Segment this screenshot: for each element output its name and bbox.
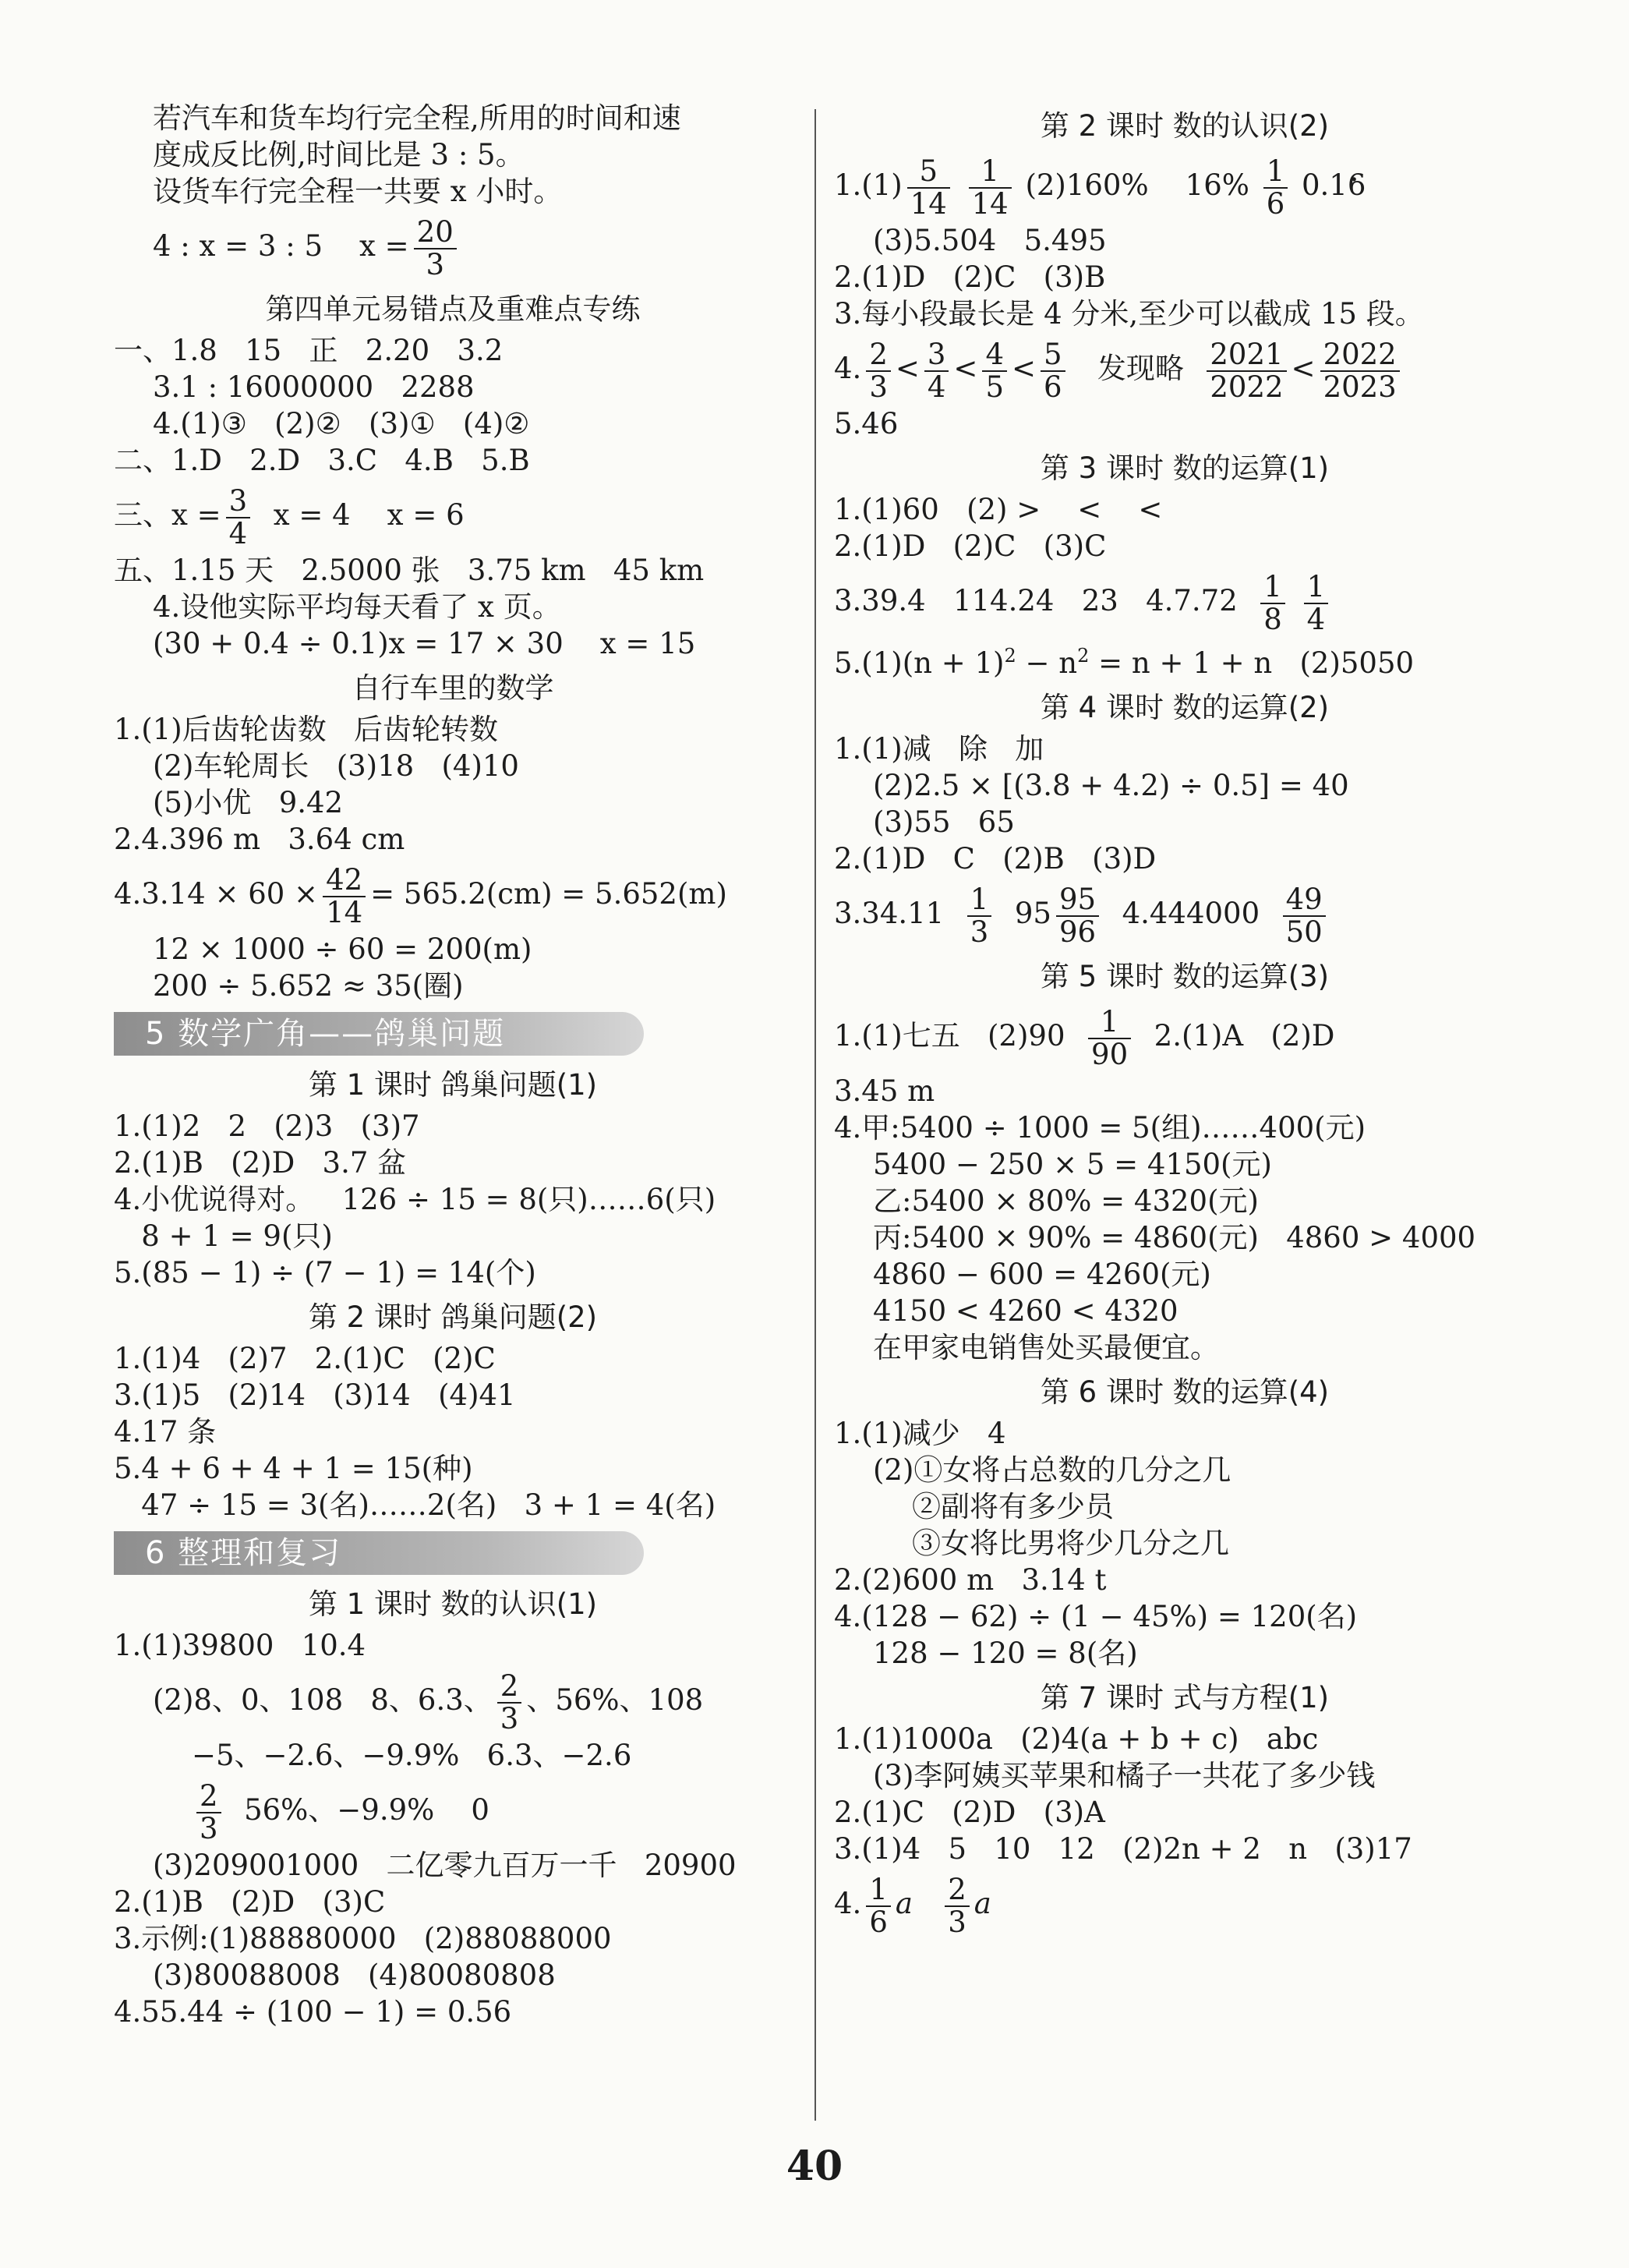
fraction: $\frac{4}{5}$ <box>982 339 1007 403</box>
answer-line: 4.55.44 ÷ (100 − 1) = 0.56 <box>114 1995 512 2029</box>
right-column <box>834 100 1535 1941</box>
answer-line: ③女将比男将少几分之几 <box>912 1527 1229 1560</box>
answer-line: 在甲家电销售处买最便宜。 <box>873 1331 1219 1364</box>
intro-line-2: 度成反比例,时间比是 3 : 5。 <box>153 138 525 172</box>
answer-line: 3.示例:(1)88880000 (2)88088000 <box>114 1922 612 1955</box>
answer-line: 1.(1)减 除 加 <box>834 732 1044 766</box>
page-number: 40 <box>786 2142 843 2190</box>
answer-line: −5、−2.6、−9.9% 6.3、−2.6 <box>192 1739 632 1772</box>
lesson-title: 第 7 课时 式与方程(1) <box>1040 1681 1330 1714</box>
answer-line: 二、1.D 2.D 3.C 4.B 5.B <box>114 444 530 477</box>
answer-line: $5.(1)(n + 1)^2 - n^2 = n + 1 + n$ (2)5050 <box>834 645 1415 680</box>
answer-line: 1.(1)七五 (2)90 $\frac{1}{90}$ 2.(1)A (2)D <box>834 1004 1335 1071</box>
answer-line: 2.(1)D (2)C (3)B <box>834 260 1106 294</box>
answer-line: 五、1.15 天 2.5000 张 3.75 km 45 km <box>114 554 705 587</box>
fraction: $\frac{20}{3}$ <box>414 217 457 281</box>
answer-line: 一、1.8 15 正 2.20 3.2 <box>114 334 504 367</box>
fraction: $\frac{5}{6}$ <box>1041 339 1065 403</box>
fraction: $\frac{2022}{2023}$ <box>1320 339 1400 403</box>
answer-line: 4.甲:5400 ÷ 1000 = 5(组)……400(元) <box>834 1111 1366 1145</box>
lesson-title: 第 6 课时 数的运算(4) <box>1040 1375 1330 1409</box>
fraction: $\frac{49}{50}$ <box>1283 884 1326 948</box>
fraction: $\frac{1}{8}$ <box>1260 571 1285 635</box>
fraction: $\frac{1}{90}$ <box>1088 1007 1131 1070</box>
fraction: $\frac{95}{96}$ <box>1056 884 1099 948</box>
unit-banner-5: 5 数学广角——鸽巢问题 <box>114 1012 644 1056</box>
answer-line: 47 ÷ 15 = 3(名)……2(名) 3 + 1 = 4(名) <box>114 1488 716 1522</box>
answer-line: 4.设他实际平均每天看了 x 页。 <box>153 590 561 624</box>
answer-line: 乙:5400 × 80% = 4320(元) <box>873 1184 1259 1218</box>
intro-line-1: 若汽车和货车均行完全程,所用的时间和速 <box>153 101 681 135</box>
fraction: $\frac{1}{6}$ <box>866 1874 891 1938</box>
fraction: $\frac{1}{6}$ <box>1263 156 1288 220</box>
lesson-title: 第 3 课时 数的运算(1) <box>1040 451 1330 485</box>
answer-line: 3.每小段最长是 4 分米,至少可以截成 15 段。 <box>834 297 1424 331</box>
left-column <box>114 100 792 2030</box>
answer-line: 2.(1)B (2)D (3)C <box>114 1885 386 1919</box>
answer-line: 2.(1)D (2)C (3)C <box>834 529 1107 563</box>
answer-line: 1.(1)39800 10.4 <box>114 1629 366 1662</box>
column-divider <box>814 109 816 2121</box>
answer-line: (30 + 0.4 ÷ 0.1)x = 17 × 30 x = 15 <box>153 627 696 660</box>
fraction: $\frac{2}{3}$ <box>196 1781 221 1845</box>
intro-equation: 4 : x = 3 : 5 x = $\frac{20}{3}$ <box>114 210 792 283</box>
answer-line: (2)①女将占总数的几分之几 <box>873 1453 1231 1487</box>
lesson-title: 第 1 课时 数的认识(1) <box>308 1587 598 1621</box>
fraction: $\frac{42}{14}$ <box>323 865 366 929</box>
answer-line: 4. $\frac{2}{3}$ < $\frac{3}{4}$ < $\frac{4}{5}$ < $\frac{5}{6}$ 发现略 $\frac{2021}{2022}$ < $\frac{2022}{2023}$ <box>834 332 1535 405</box>
answer-line: 128 − 120 = 8(名) <box>873 1636 1138 1670</box>
answer-line: 2.(1)D C (2)B (3)D <box>834 842 1157 876</box>
answer-line: 1.(1)1000a (2)4(a + b + c) abc <box>834 1722 1319 1756</box>
answer-line: (5)小优 9.42 <box>153 786 344 819</box>
fraction: $\frac{1}{14}$ <box>969 156 1012 220</box>
answer-line: (2)2.5 × [(3.8 + 4.2) ÷ 0.5] = 40 <box>873 769 1349 802</box>
section-title: 第四单元易错点及重难点专练 <box>265 292 641 326</box>
lesson-title: 第 1 课时 鸽巢问题(1) <box>308 1068 598 1102</box>
answer-line: (3)5.504 5.495 <box>873 224 1107 257</box>
fraction: $\frac{2021}{2022}$ <box>1207 339 1286 403</box>
answer-line: $\frac{2}{3}$ 56%、−9.9% 0 <box>114 1774 792 1847</box>
answer-line: 3.39.4 114.24 23 4.7.72 $\frac{1}{8}$ $\frac{1}{4}$ <box>834 564 1535 638</box>
answer-line: 3.45 m <box>834 1074 935 1108</box>
answer-line: 1.(1)4 (2)7 2.(1)C (2)C <box>114 1342 496 1375</box>
answer-line: 三、x = $\frac{3}{4}$ x = 4 x = 6 <box>114 483 465 550</box>
answer-line: (2)8、0、108 8、6.3、 $\frac{2}{3}$ 、56%、108 <box>153 1668 704 1735</box>
answer-line: 5400 − 250 × 5 = 4150(元) <box>873 1148 1272 1181</box>
answer-line: 3.(1)5 (2)14 (3)14 (4)41 <box>114 1378 516 1412</box>
answer-line: 4.17 条 <box>114 1415 217 1449</box>
answer-line: 1.(1)60 (2) > < < <box>834 493 1163 526</box>
answer-line: 4.小优说得对。 126 ÷ 15 = 8(只)……6(只) <box>114 1183 716 1216</box>
section-title: 自行车里的数学 <box>352 671 554 705</box>
answer-line: 1.(1) $\frac{5}{14}$ $\frac{1}{14}$ (2)160% 16% $\frac{1}{6}$ 0.16 · <box>834 149 1535 222</box>
fraction: $\frac{2}{3}$ <box>866 339 891 403</box>
answer-line: 5.46 <box>834 407 899 441</box>
answer-line: 2.4.396 m 3.64 cm <box>114 823 405 856</box>
fraction: $\frac{3}{4}$ <box>226 486 251 550</box>
answer-line: 12 × 1000 ÷ 60 = 200(m) <box>153 932 532 966</box>
answer-line: (3)55 65 <box>873 805 1015 839</box>
answer-line: (3)80088008 (4)80080808 <box>153 1958 556 1992</box>
answer-line: 1.(1)后齿轮齿数 后齿轮转数 <box>114 713 498 746</box>
fraction: $\frac{2}{3}$ <box>497 1671 522 1735</box>
answer-line: 4.(1)③ (2)② (3)① (4)② <box>153 407 530 441</box>
answer-line: 4.(128 − 62) ÷ (1 − 45%) = 120(名) <box>834 1600 1358 1633</box>
repeating-digit: 6 · <box>1348 168 1366 202</box>
answer-line: 200 ÷ 5.652 ≈ 35(圈) <box>153 969 464 1003</box>
lesson-title: 第 2 课时 鸽巢问题(2) <box>308 1300 598 1334</box>
fraction: $\frac{5}{14}$ <box>907 156 950 220</box>
unit-banner-6: 6 整理和复习 <box>114 1531 644 1575</box>
lesson-title: 第 4 课时 数的运算(2) <box>1040 691 1330 724</box>
answer-line: 2.(2)600 m 3.14 t <box>834 1563 1107 1597</box>
lesson-title: 第 5 课时 数的运算(3) <box>1040 960 1330 993</box>
answer-line: 4. $\frac{1}{6}$ a $\frac{2}{3}$ a <box>834 1872 991 1939</box>
fraction: $\frac{1}{4}$ <box>1304 571 1329 635</box>
answer-line: 3.(1)4 5 10 12 (2)2n + 2 n (3)17 <box>834 1832 1412 1866</box>
answer-line: 丙:5400 × 90% = 4860(元) 4860 > 4000 <box>873 1221 1476 1254</box>
intro-line-3: 设货车行完全程一共要 x 小时。 <box>153 175 563 208</box>
fraction: $\frac{3}{4}$ <box>924 339 949 403</box>
answer-line: 3.34.11 $\frac{1}{3}$ 95 $\frac{95}{96}$ 4.444000 $\frac{49}{50}$ <box>834 877 1535 950</box>
answer-line: 4.3.14 × 60 × $\frac{42}{14}$ = 565.2(cm) = 5.652(m) <box>114 862 727 929</box>
fraction: $\frac{2}{3}$ <box>945 1874 970 1938</box>
answer-line: (2)车轮周长 (3)18 (4)10 <box>153 749 519 783</box>
answer-line: 1.(1)减少 4 <box>834 1417 1006 1450</box>
answer-line: (3)209001000 二亿零九百万一千 20900 <box>153 1849 737 1882</box>
answer-line: 2.(1)C (2)D (3)A <box>834 1796 1105 1829</box>
answer-line: 5.4 + 6 + 4 + 1 = 15(种) <box>114 1452 473 1485</box>
answer-line: ②副将有多少员 <box>912 1490 1114 1523</box>
lesson-title: 第 2 课时 数的认识(2) <box>1040 109 1330 143</box>
answer-line: 2.(1)B (2)D 3.7 盆 <box>114 1146 407 1180</box>
answer-line: 8 + 1 = 9(只) <box>114 1219 333 1253</box>
answer-line: 4860 − 600 = 4260(元) <box>873 1258 1211 1291</box>
answer-line: 4150 < 4260 < 4320 <box>873 1294 1178 1328</box>
answer-line: 1.(1)2 2 (2)3 (3)7 <box>114 1109 420 1143</box>
answer-line: 5.(85 − 1) ÷ (7 − 1) = 14(个) <box>114 1256 536 1290</box>
answer-line: 3.1 : 16000000 2288 <box>153 370 475 404</box>
answer-line: (3)李阿姨买苹果和橘子一共花了多少钱 <box>873 1759 1376 1792</box>
fraction: $\frac{1}{3}$ <box>967 884 992 948</box>
